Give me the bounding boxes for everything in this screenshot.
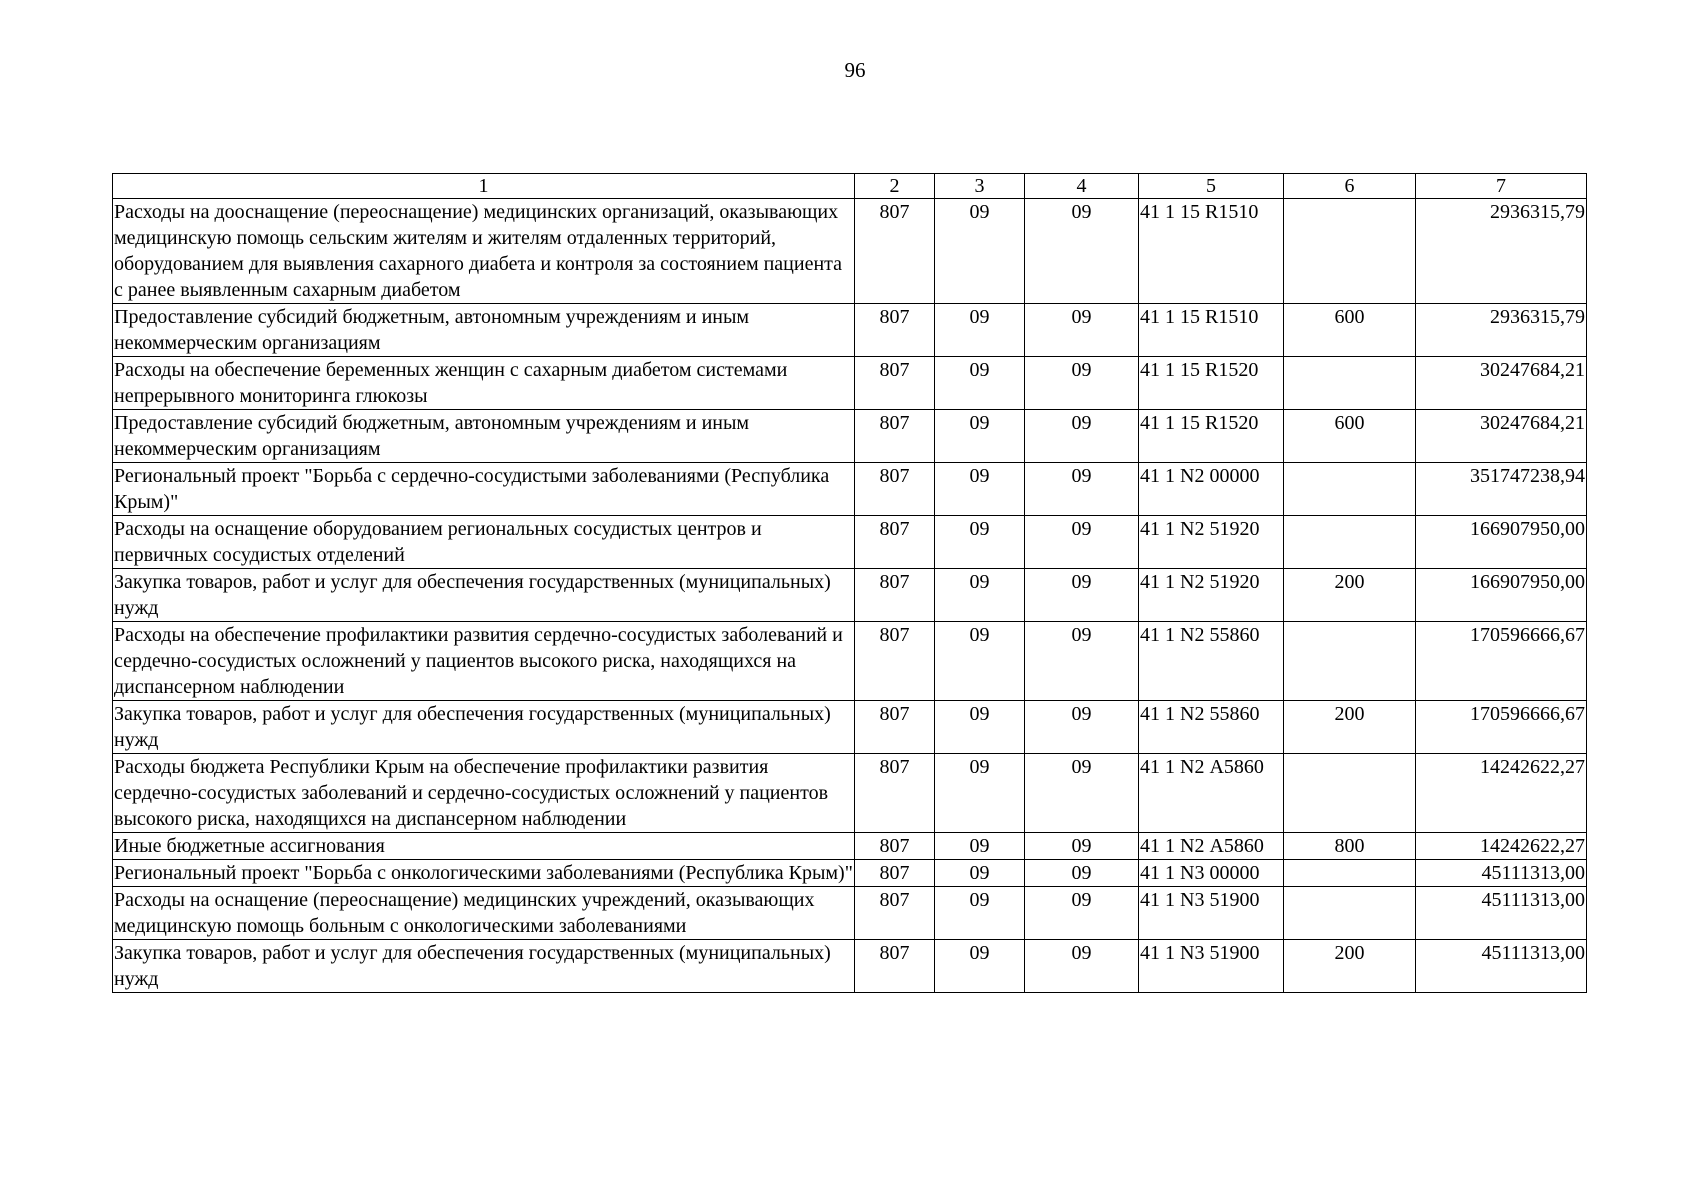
subsection-code: 09 bbox=[1025, 622, 1139, 701]
amount: 166907950,00 bbox=[1416, 569, 1587, 622]
table-row bbox=[113, 940, 1587, 993]
expense-type-code: 200 bbox=[1284, 701, 1416, 754]
subsection-code: 09 bbox=[1025, 199, 1139, 304]
section-code: 09 bbox=[935, 622, 1025, 701]
subsection-code: 09 bbox=[1025, 463, 1139, 516]
table-row bbox=[113, 754, 1587, 833]
section-code: 09 bbox=[935, 701, 1025, 754]
expense-type-code bbox=[1284, 622, 1416, 701]
amount: 30247684,21 bbox=[1416, 410, 1587, 463]
expense-type-code: 800 bbox=[1284, 833, 1416, 860]
expense-name: Расходы на дооснащение (переоснащение) медицинских организаций, оказывающих медицинскую помощь сельским жителям и жителям отдаленных территорий, оборудованием для выявления сахарного диабета и контроля за состоянием пациента с ранее выявленным сахарным диабетом bbox=[113, 199, 855, 304]
column-header: 1 bbox=[113, 174, 855, 199]
ministry-code: 807 bbox=[855, 516, 935, 569]
ministry-code: 807 bbox=[855, 833, 935, 860]
target-article-code: 41 1 15 R1520 bbox=[1139, 357, 1284, 410]
amount: 166907950,00 bbox=[1416, 516, 1587, 569]
expense-name: Расходы на оснащение (переоснащение) медицинских учреждений, оказывающих медицинскую помощь больным с онкологическими заболеваниями bbox=[113, 887, 855, 940]
expense-name: Расходы на оснащение оборудованием региональных сосудистых центров и первичных сосудистых отделений bbox=[113, 516, 855, 569]
table-row bbox=[113, 569, 1587, 622]
section-code: 09 bbox=[935, 199, 1025, 304]
expense-name: Предоставление субсидий бюджетным, автономным учреждениям и иным некоммерческим организациям bbox=[113, 410, 855, 463]
section-code: 09 bbox=[935, 860, 1025, 887]
expense-type-code: 600 bbox=[1284, 304, 1416, 357]
amount: 351747238,94 bbox=[1416, 463, 1587, 516]
expense-name: Расходы бюджета Республики Крым на обеспечение профилактики развития сердечно-сосудистых заболеваний и сердечно-сосудистых осложнений у пациентов высокого риска, находящихся на диспансерном наблюдении bbox=[113, 754, 855, 833]
subsection-code: 09 bbox=[1025, 754, 1139, 833]
section-code: 09 bbox=[935, 833, 1025, 860]
expense-name: Расходы на обеспечение профилактики развития сердечно-сосудистых заболеваний и сердечно-сосудистых осложнений у пациентов высокого риска, находящихся на диспансерном наблюдении bbox=[113, 622, 855, 701]
section-code: 09 bbox=[935, 569, 1025, 622]
subsection-code: 09 bbox=[1025, 569, 1139, 622]
table-row bbox=[113, 701, 1587, 754]
target-article-code: 41 1 N2 51920 bbox=[1139, 569, 1284, 622]
target-article-code: 41 1 N3 51900 bbox=[1139, 940, 1284, 993]
subsection-code: 09 bbox=[1025, 410, 1139, 463]
expense-type-code bbox=[1284, 860, 1416, 887]
expense-name: Закупка товаров, работ и услуг для обеспечения государственных (муниципальных) нужд bbox=[113, 940, 855, 993]
section-code: 09 bbox=[935, 357, 1025, 410]
expense-type-code: 200 bbox=[1284, 940, 1416, 993]
amount: 170596666,67 bbox=[1416, 622, 1587, 701]
budget-table bbox=[112, 173, 1587, 993]
expense-type-code: 200 bbox=[1284, 569, 1416, 622]
column-header: 2 bbox=[855, 174, 935, 199]
ministry-code: 807 bbox=[855, 860, 935, 887]
target-article-code: 41 1 N2 00000 bbox=[1139, 463, 1284, 516]
target-article-code: 41 1 N2 А5860 bbox=[1139, 833, 1284, 860]
section-code: 09 bbox=[935, 887, 1025, 940]
section-code: 09 bbox=[935, 516, 1025, 569]
section-code: 09 bbox=[935, 410, 1025, 463]
expense-name: Предоставление субсидий бюджетным, автономным учреждениям и иным некоммерческим организациям bbox=[113, 304, 855, 357]
ministry-code: 807 bbox=[855, 622, 935, 701]
table-row bbox=[113, 622, 1587, 701]
expense-type-code bbox=[1284, 754, 1416, 833]
amount: 45111313,00 bbox=[1416, 887, 1587, 940]
ministry-code: 807 bbox=[855, 357, 935, 410]
ministry-code: 807 bbox=[855, 754, 935, 833]
table-row bbox=[113, 887, 1587, 940]
subsection-code: 09 bbox=[1025, 516, 1139, 569]
column-header: 3 bbox=[935, 174, 1025, 199]
subsection-code: 09 bbox=[1025, 357, 1139, 410]
column-header: 7 bbox=[1416, 174, 1587, 199]
target-article-code: 41 1 N2 55860 bbox=[1139, 701, 1284, 754]
table-row bbox=[113, 860, 1587, 887]
subsection-code: 09 bbox=[1025, 887, 1139, 940]
target-article-code: 41 1 N2 55860 bbox=[1139, 622, 1284, 701]
expense-type-code bbox=[1284, 516, 1416, 569]
expense-type-code bbox=[1284, 463, 1416, 516]
expense-name: Закупка товаров, работ и услуг для обеспечения государственных (муниципальных) нужд bbox=[113, 701, 855, 754]
target-article-code: 41 1 15 R1520 bbox=[1139, 410, 1284, 463]
target-article-code: 41 1 N3 51900 bbox=[1139, 887, 1284, 940]
expense-name: Закупка товаров, работ и услуг для обеспечения государственных (муниципальных) нужд bbox=[113, 569, 855, 622]
page-number: 96 bbox=[844, 58, 866, 82]
subsection-code: 09 bbox=[1025, 304, 1139, 357]
section-code: 09 bbox=[935, 463, 1025, 516]
amount: 45111313,00 bbox=[1416, 940, 1587, 993]
target-article-code: 41 1 N3 00000 bbox=[1139, 860, 1284, 887]
subsection-code: 09 bbox=[1025, 833, 1139, 860]
column-header: 4 bbox=[1025, 174, 1139, 199]
amount: 14242622,27 bbox=[1416, 833, 1587, 860]
ministry-code: 807 bbox=[855, 569, 935, 622]
target-article-code: 41 1 N2 51920 bbox=[1139, 516, 1284, 569]
table-row bbox=[113, 357, 1587, 410]
column-header: 5 bbox=[1139, 174, 1284, 199]
expense-name: Расходы на обеспечение беременных женщин с сахарным диабетом системами непрерывного мониторинга глюкозы bbox=[113, 357, 855, 410]
table-row bbox=[113, 463, 1587, 516]
subsection-code: 09 bbox=[1025, 940, 1139, 993]
section-code: 09 bbox=[935, 940, 1025, 993]
target-article-code: 41 1 N2 А5860 bbox=[1139, 754, 1284, 833]
amount: 45111313,00 bbox=[1416, 860, 1587, 887]
amount: 14242622,27 bbox=[1416, 754, 1587, 833]
amount: 2936315,79 bbox=[1416, 304, 1587, 357]
ministry-code: 807 bbox=[855, 940, 935, 993]
expense-name: Региональный проект "Борьба с онкологическими заболеваниями (Республика Крым)" bbox=[113, 860, 855, 887]
amount: 170596666,67 bbox=[1416, 701, 1587, 754]
section-code: 09 bbox=[935, 754, 1025, 833]
target-article-code: 41 1 15 R1510 bbox=[1139, 304, 1284, 357]
table-row bbox=[113, 516, 1587, 569]
expense-type-code bbox=[1284, 199, 1416, 304]
column-header: 6 bbox=[1284, 174, 1416, 199]
expense-name: Иные бюджетные ассигнования bbox=[113, 833, 855, 860]
target-article-code: 41 1 15 R1510 bbox=[1139, 199, 1284, 304]
amount: 30247684,21 bbox=[1416, 357, 1587, 410]
table-row bbox=[113, 833, 1587, 860]
header-row bbox=[113, 174, 1587, 199]
table-row bbox=[113, 199, 1587, 304]
ministry-code: 807 bbox=[855, 199, 935, 304]
expense-name: Региональный проект "Борьба с сердечно-сосудистыми заболеваниями (Республика Крым)" bbox=[113, 463, 855, 516]
subsection-code: 09 bbox=[1025, 860, 1139, 887]
ministry-code: 807 bbox=[855, 887, 935, 940]
ministry-code: 807 bbox=[855, 463, 935, 516]
ministry-code: 807 bbox=[855, 410, 935, 463]
expense-type-code: 600 bbox=[1284, 410, 1416, 463]
expense-type-code bbox=[1284, 357, 1416, 410]
section-code: 09 bbox=[935, 304, 1025, 357]
expense-type-code bbox=[1284, 887, 1416, 940]
ministry-code: 807 bbox=[855, 701, 935, 754]
table-row bbox=[113, 410, 1587, 463]
amount: 2936315,79 bbox=[1416, 199, 1587, 304]
subsection-code: 09 bbox=[1025, 701, 1139, 754]
table-row bbox=[113, 304, 1587, 357]
ministry-code: 807 bbox=[855, 304, 935, 357]
